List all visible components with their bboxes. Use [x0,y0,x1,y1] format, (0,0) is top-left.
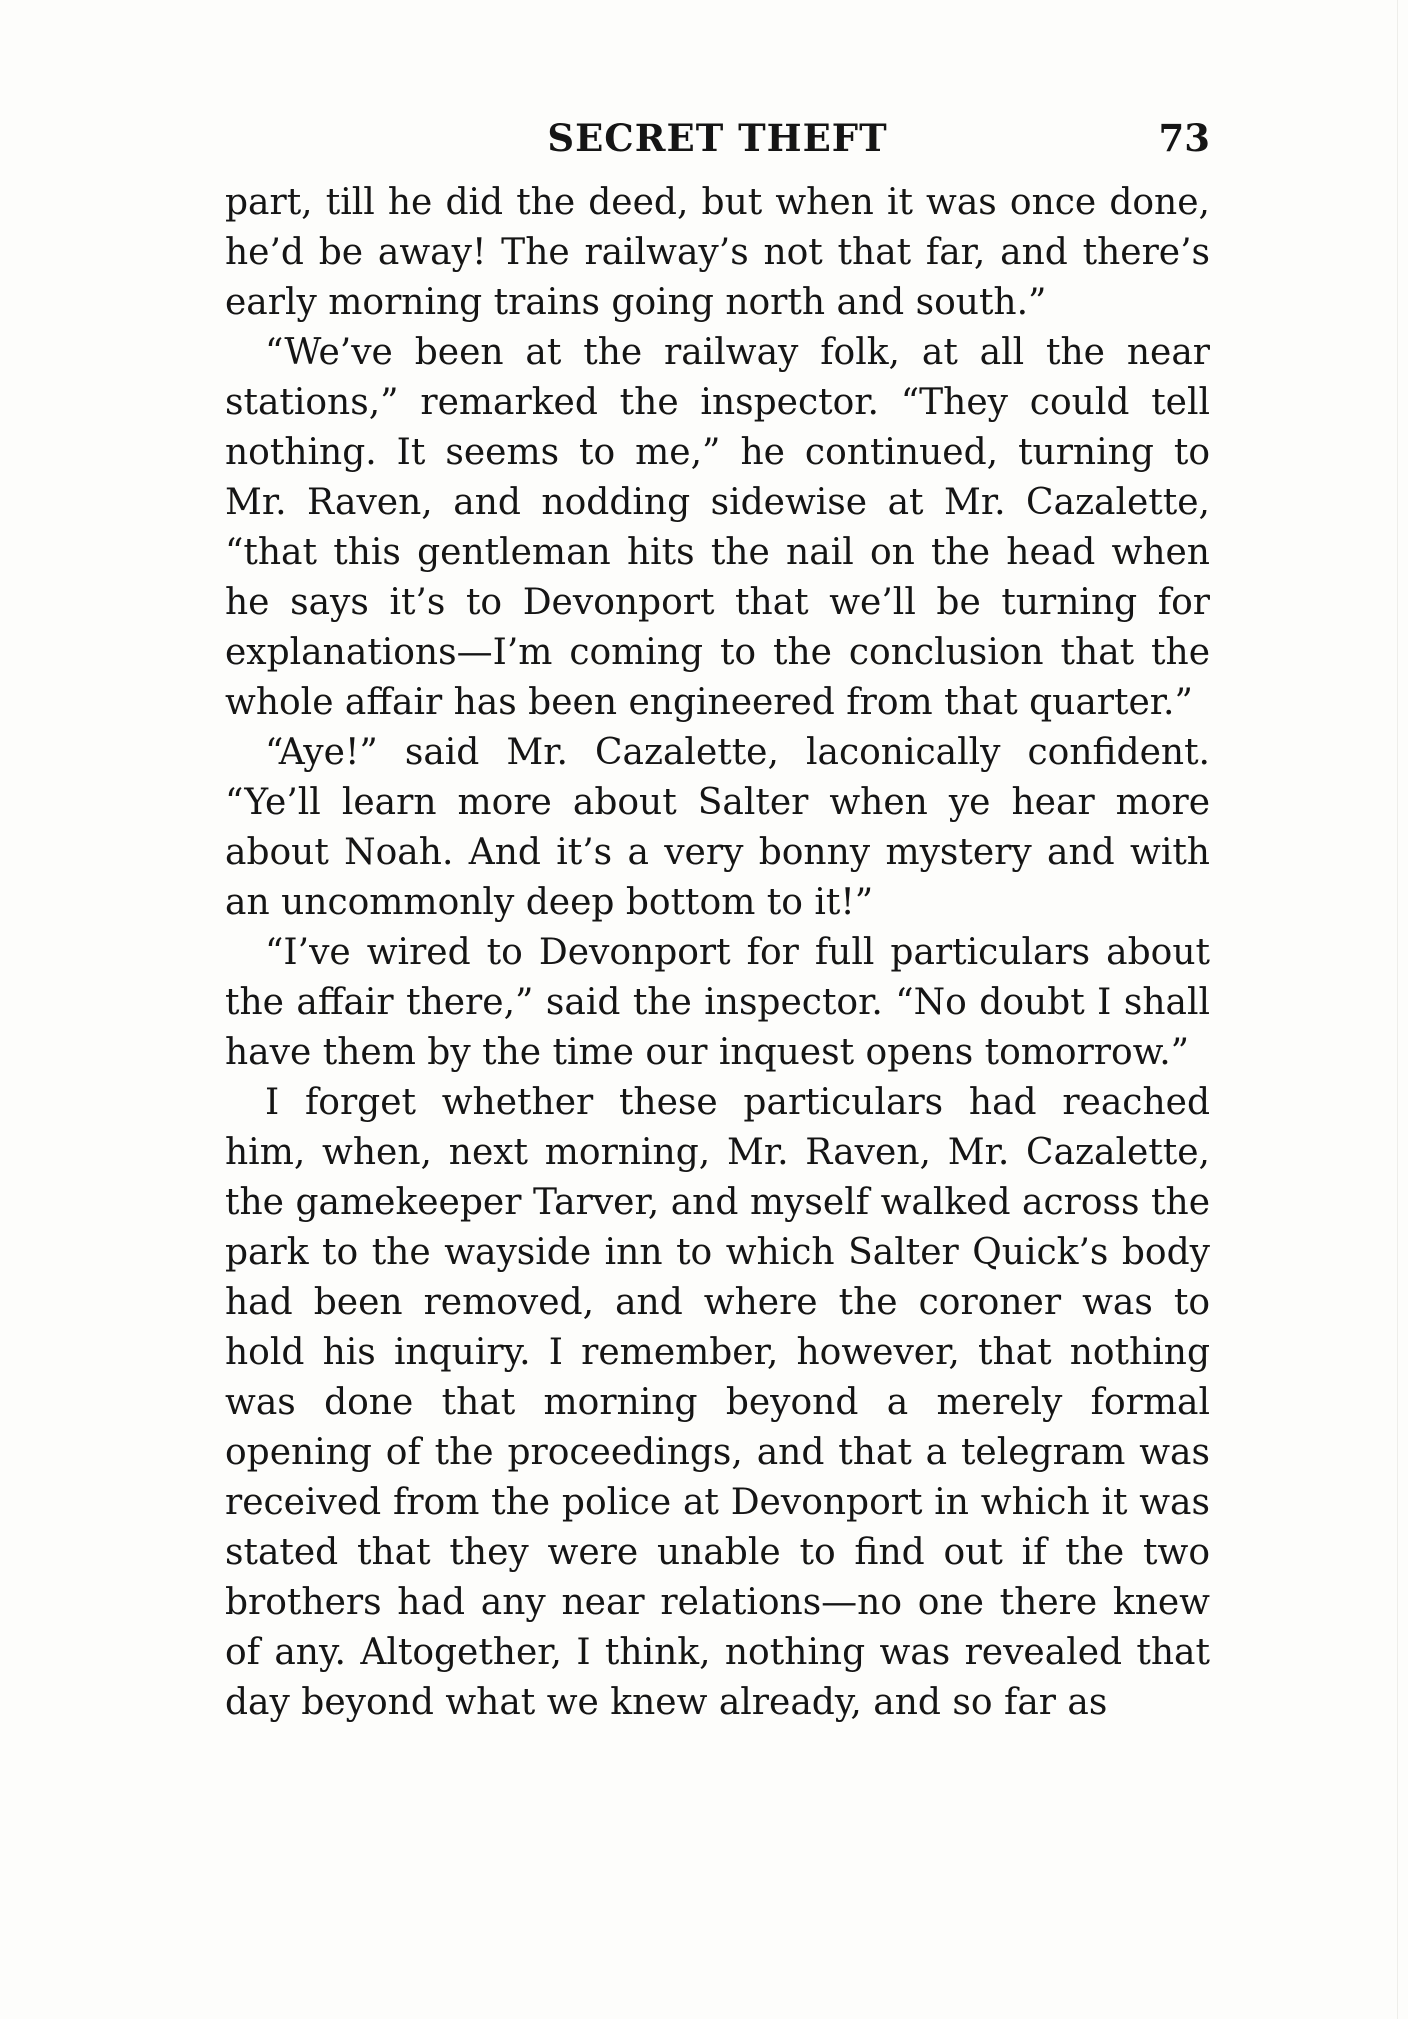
paragraph-continued: part, till he did the deed, but when it was once done, he’d be away! The railway’s not that far, and there’s early morning trains going north and south.” [225,182,1210,323]
running-title: SECRET THEFT [547,116,888,160]
paragraph: “We’ve been at the railway folk, at all the near stations,” remarked the inspector. “They could tell nothing. It seems to me,” he continued, turning to Mr. Raven, and nodding sidewise at Mr. Cazalette, “that this gentleman hits the nail on the head when he says it’s to Devonport that we’ll be turning for explanations—I’m coming to the conclusion that the whole affair has been engineered from that quarter.” [225,332,1210,723]
page-number: 73 [1158,116,1210,160]
paragraph: I forget whether these particulars had reached him, when, next morning, Mr. Raven, Mr. Cazalette, the gamekeeper Tarver, and myself walked across the park to the wayside inn to which Salter Quick’s body had been removed, and where the coroner was to hold his inquiry. I remember, however, that nothing was done that morning beyond a merely formal opening of the proceedings, and that a telegram was received from the police at Devonport in which it was stated that they were unable to find out if the two brothers had any near relations—no one there knew of any. Altogether, I think, nothing was revealed that day beyond what we knew already, and so far as [225,1082,1210,1723]
page-edge-line [1397,0,1398,2019]
page-header [225,112,1210,172]
body-text [225,178,1210,1728]
paragraph: “Aye!” said Mr. Cazalette, laconically confident. “Ye’ll learn more about Salter when ye hear more about Noah. And it’s a very bonny mystery and with an uncommonly deep bottom to it!” [225,732,1210,923]
paragraph: “I’ve wired to Devonport for full particulars about the affair there,” said the inspector. “No doubt I shall have them by the time our inquest opens tomorrow.” [225,932,1210,1073]
